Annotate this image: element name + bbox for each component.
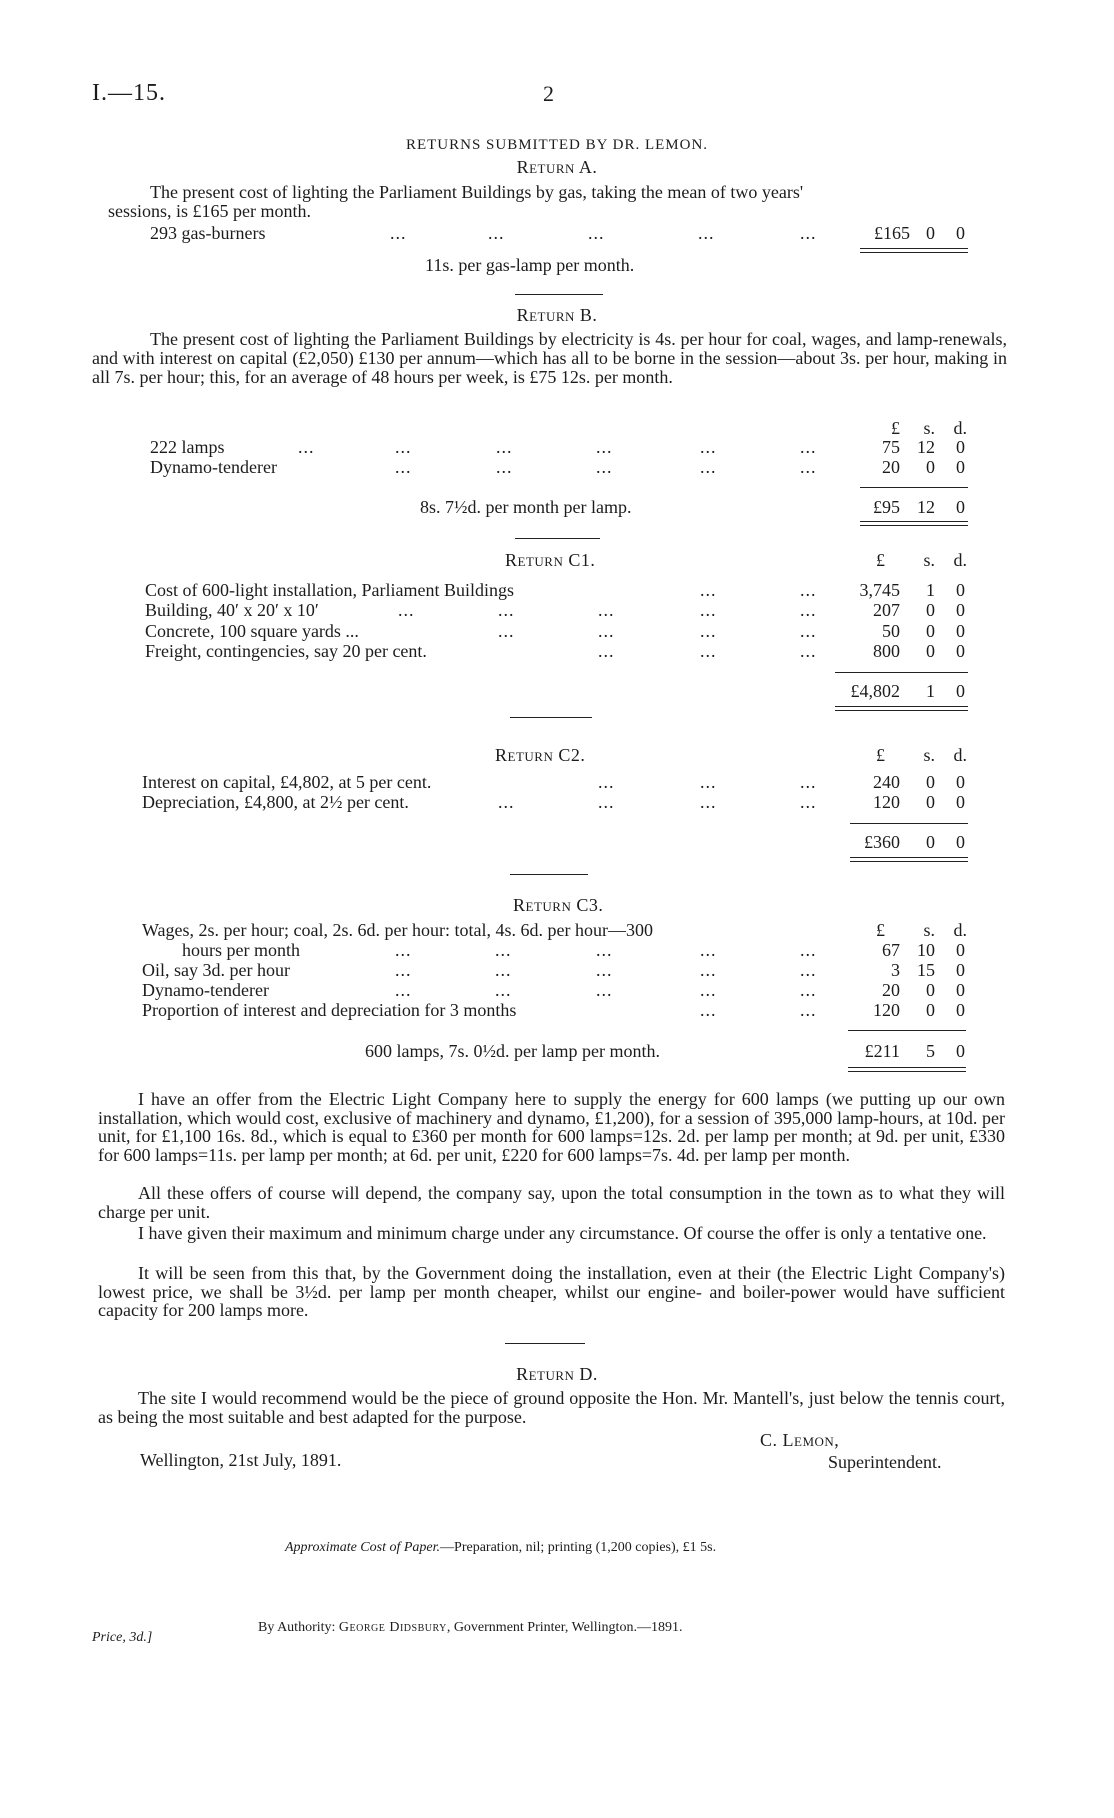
leader-dots: ... bbox=[596, 980, 613, 1000]
pence-heading: d. bbox=[953, 418, 967, 438]
body-paragraph-2: All these offers of course will depend, the company say, upon the total consumption in the town as to what they will charge per unit. bbox=[98, 1183, 1005, 1222]
amount-pence: 0 bbox=[956, 457, 965, 477]
total-pence: 0 bbox=[956, 832, 965, 852]
total-pence: 0 bbox=[956, 497, 965, 517]
leader-dots: ... bbox=[395, 980, 412, 1000]
leader-dots: ... bbox=[700, 940, 717, 960]
shillings-heading: s. bbox=[923, 418, 935, 438]
amount-shillings: 0 bbox=[926, 980, 935, 1000]
pounds-heading: £ bbox=[876, 920, 885, 940]
total-shillings: 5 bbox=[926, 1041, 935, 1061]
amount-pounds: 3,745 bbox=[859, 580, 900, 600]
amount-shillings: 0 bbox=[926, 621, 935, 641]
amount-pounds: 240 bbox=[873, 772, 900, 792]
amount-pence: 0 bbox=[956, 641, 965, 661]
leader-dots: ... bbox=[700, 772, 717, 792]
amount-pence: 0 bbox=[956, 621, 965, 641]
amount-pence: 0 bbox=[956, 772, 965, 792]
amount-pounds: 800 bbox=[873, 641, 900, 661]
return-c3-heading: Return C3. bbox=[513, 895, 604, 915]
amount-pounds: 50 bbox=[882, 621, 900, 641]
amount-pounds: 120 bbox=[873, 792, 900, 812]
total-pounds: £4,802 bbox=[850, 681, 900, 701]
leader-dots: ... bbox=[700, 1000, 717, 1020]
subtotal-rule bbox=[850, 823, 968, 824]
return-c2-heading-row bbox=[0, 745, 1114, 767]
amount-shillings: 0 bbox=[926, 223, 935, 243]
row-label: Depreciation, £4,800, at 2½ per cent. bbox=[142, 792, 409, 812]
total-pounds: £360 bbox=[864, 832, 900, 852]
return-a-note: 11s. per gas-lamp per month. bbox=[425, 255, 635, 275]
leader-dots: ... bbox=[800, 772, 817, 792]
return-c2-row bbox=[0, 792, 1114, 814]
leader-dots: ... bbox=[598, 772, 615, 792]
leader-dots: ... bbox=[496, 457, 513, 477]
leader-dots: ... bbox=[800, 457, 817, 477]
leader-dots: ... bbox=[298, 437, 315, 457]
item-label: 293 gas-burners bbox=[150, 223, 266, 243]
return-b-note: 8s. 7½d. per month per lamp. bbox=[420, 497, 632, 517]
subtotal-rule bbox=[835, 672, 968, 673]
return-c1-heading: Return C1. bbox=[505, 550, 596, 570]
place-and-date: Wellington, 21st July, 1891. bbox=[140, 1450, 342, 1470]
total-double-rule bbox=[860, 248, 968, 253]
leader-dots: ... bbox=[395, 437, 412, 457]
row-label: Proportion of interest and depreciation for 3 months bbox=[142, 1000, 517, 1020]
leader-dots: ... bbox=[800, 940, 817, 960]
pence-heading: d. bbox=[953, 550, 967, 570]
return-c3-row bbox=[0, 1000, 1114, 1022]
pounds-heading: £ bbox=[891, 418, 900, 438]
leader-dots: ... bbox=[596, 437, 613, 457]
row-label: Wages, 2s. per hour; coal, 2s. 6d. per hour: total, 4s. 6d. per hour—300 bbox=[142, 920, 653, 940]
cost-of-paper-text: —Preparation, nil; printing (1,200 copies), £1 5s. bbox=[440, 1540, 717, 1555]
row-label: Concrete, 100 square yards ... bbox=[145, 621, 359, 641]
subtotal-rule bbox=[848, 1030, 966, 1031]
leader-dots: ... bbox=[598, 641, 615, 661]
amount-pounds: 75 bbox=[882, 437, 900, 457]
return-c1-row bbox=[0, 621, 1114, 643]
leader-dots: ... bbox=[800, 437, 817, 457]
leader-dots: ... bbox=[398, 600, 415, 620]
total-pence: 0 bbox=[956, 1041, 965, 1061]
total-shillings: 1 bbox=[926, 681, 935, 701]
total-shillings: 0 bbox=[926, 832, 935, 852]
leader-dots: ... bbox=[700, 980, 717, 1000]
leader-dots: ... bbox=[800, 600, 817, 620]
leader-dots: ... bbox=[498, 792, 515, 812]
leader-dots: ... bbox=[800, 1000, 817, 1020]
amount-pence: 0 bbox=[956, 980, 965, 1000]
leader-dots: ... bbox=[495, 940, 512, 960]
leader-dots: ... bbox=[598, 792, 615, 812]
body-paragraph-3: I have given their maximum and minimum charge under any circumstance. Of course the offer is only a tentative one. bbox=[138, 1223, 987, 1243]
total-pence: 0 bbox=[956, 681, 965, 701]
pence-heading: d. bbox=[953, 920, 967, 940]
leader-dots: ... bbox=[488, 223, 505, 243]
leader-dots: ... bbox=[496, 437, 513, 457]
cost-of-paper-note bbox=[285, 1540, 716, 1556]
section-divider bbox=[510, 874, 588, 875]
return-c2-heading: Return C2. bbox=[495, 745, 586, 765]
row-label: 222 lamps bbox=[150, 437, 225, 457]
section-divider bbox=[510, 717, 592, 718]
amount-pence: 0 bbox=[956, 223, 965, 243]
total-double-rule bbox=[848, 1067, 966, 1072]
shillings-heading: s. bbox=[923, 550, 935, 570]
return-a-para-line2: sessions, is £165 per month. bbox=[108, 201, 312, 221]
return-c1-row bbox=[0, 641, 1114, 663]
leader-dots: ... bbox=[495, 980, 512, 1000]
leader-dots: ... bbox=[588, 223, 605, 243]
return-b-heading: Return B. bbox=[516, 305, 598, 325]
pounds-heading: £ bbox=[876, 550, 885, 570]
total-shillings: 12 bbox=[917, 497, 935, 517]
return-a-heading: Return A. bbox=[516, 157, 598, 177]
total-double-rule bbox=[860, 521, 968, 526]
return-a-para-line1: The present cost of lighting the Parliament Buildings by gas, taking the mean of two years' bbox=[150, 182, 804, 202]
leader-dots: ... bbox=[700, 621, 717, 641]
total-double-rule bbox=[835, 706, 968, 711]
amount-shillings: 15 bbox=[917, 960, 935, 980]
leader-dots: ... bbox=[800, 223, 817, 243]
amount-shillings: 0 bbox=[926, 772, 935, 792]
return-c2-total-line bbox=[0, 832, 1114, 854]
amount-pounds: £165 bbox=[874, 223, 910, 243]
leader-dots: ... bbox=[598, 600, 615, 620]
amount-shillings: 0 bbox=[926, 1000, 935, 1020]
pounds-heading: £ bbox=[876, 745, 885, 765]
return-c3-total-line bbox=[0, 1041, 1114, 1063]
leader-dots: ... bbox=[800, 621, 817, 641]
leader-dots: ... bbox=[395, 940, 412, 960]
leader-dots: ... bbox=[390, 223, 407, 243]
authority-suffix: , Government Printer, Wellington.—1891. bbox=[446, 1620, 683, 1635]
amount-pence: 0 bbox=[956, 792, 965, 812]
signatory-title: Superintendent. bbox=[828, 1452, 942, 1472]
amount-pence: 0 bbox=[956, 437, 965, 457]
signatory-name: C. Lemon, bbox=[760, 1430, 840, 1450]
return-b-row bbox=[0, 457, 1114, 479]
amount-shillings: 0 bbox=[926, 792, 935, 812]
amount-pounds: 67 bbox=[882, 940, 900, 960]
section-divider bbox=[515, 538, 600, 539]
leader-dots: ... bbox=[700, 437, 717, 457]
shillings-heading: s. bbox=[923, 745, 935, 765]
shillings-heading: s. bbox=[923, 920, 935, 940]
leader-dots: ... bbox=[596, 960, 613, 980]
return-b-total-line bbox=[0, 497, 1114, 519]
leader-dots: ... bbox=[700, 792, 717, 812]
row-label: Dynamo-tenderer bbox=[142, 980, 269, 1000]
price-note: Price, 3d.] bbox=[92, 1630, 153, 1645]
subtotal-rule bbox=[860, 487, 968, 488]
leader-dots: ... bbox=[800, 641, 817, 661]
amount-shillings: 12 bbox=[917, 437, 935, 457]
amount-pounds: 120 bbox=[873, 1000, 900, 1020]
leader-dots: ... bbox=[498, 600, 515, 620]
leader-dots: ... bbox=[700, 600, 717, 620]
page-number: 2 bbox=[543, 81, 554, 106]
body-paragraph-4: It will be seen from this that, by the Government doing the installation, even at their (the Electric Light Company's) lowest price, we shall be 3½d. per lamp per month cheaper, whilst our engine- and boiler-power would have sufficient capacity for 200 lamps more. bbox=[98, 1263, 1005, 1320]
return-c1-total-line bbox=[0, 681, 1114, 703]
return-c1-heading-row bbox=[0, 550, 1114, 572]
leader-dots: ... bbox=[700, 641, 717, 661]
return-c3-note: 600 lamps, 7s. 0½d. per lamp per month. bbox=[365, 1041, 660, 1061]
leader-dots: ... bbox=[598, 621, 615, 641]
printer-name: George Didsbury bbox=[338, 1620, 447, 1635]
total-pounds: £211 bbox=[864, 1041, 900, 1061]
row-label: Dynamo-tenderer bbox=[150, 457, 277, 477]
return-a-item bbox=[0, 223, 1114, 245]
amount-shillings: 1 bbox=[926, 580, 935, 600]
row-label: Oil, say 3d. per hour bbox=[142, 960, 290, 980]
amount-pence: 0 bbox=[956, 960, 965, 980]
amount-pence: 0 bbox=[956, 600, 965, 620]
authority-prefix: By Authority: bbox=[258, 1620, 336, 1635]
leader-dots: ... bbox=[498, 621, 515, 641]
leader-dots: ... bbox=[700, 960, 717, 980]
return-c3-row bbox=[0, 960, 1114, 982]
return-c3-row bbox=[0, 940, 1114, 962]
amount-pounds: 20 bbox=[882, 980, 900, 1000]
leader-dots: ... bbox=[800, 580, 817, 600]
return-d-heading: Return D. bbox=[516, 1364, 598, 1384]
row-label-continuation: hours per month bbox=[182, 940, 300, 960]
pence-heading: d. bbox=[953, 745, 967, 765]
return-c1-row bbox=[0, 580, 1114, 602]
return-c1-row bbox=[0, 600, 1114, 622]
total-double-rule bbox=[850, 857, 968, 862]
amount-pounds: 207 bbox=[873, 600, 900, 620]
leader-dots: ... bbox=[800, 960, 817, 980]
leader-dots: ... bbox=[596, 940, 613, 960]
leader-dots: ... bbox=[395, 960, 412, 980]
leader-dots: ... bbox=[700, 457, 717, 477]
leader-dots: ... bbox=[698, 223, 715, 243]
return-b-row bbox=[0, 437, 1114, 459]
row-label: Interest on capital, £4,802, at 5 per cent. bbox=[142, 772, 432, 792]
amount-shillings: 0 bbox=[926, 641, 935, 661]
amount-shillings: 0 bbox=[926, 457, 935, 477]
section-divider bbox=[505, 1343, 585, 1344]
amount-shillings: 0 bbox=[926, 600, 935, 620]
amount-shillings: 10 bbox=[917, 940, 935, 960]
amount-pence: 0 bbox=[956, 1000, 965, 1020]
cost-of-paper-label: Approximate Cost of Paper. bbox=[285, 1540, 441, 1555]
row-label: Building, 40′ x 20′ x 10′ bbox=[145, 600, 319, 620]
leader-dots: ... bbox=[700, 580, 717, 600]
leader-dots: ... bbox=[800, 980, 817, 1000]
section-divider bbox=[515, 294, 603, 295]
return-c2-row bbox=[0, 772, 1114, 794]
paper-reference: I.—15. bbox=[92, 80, 166, 106]
amount-pence: 0 bbox=[956, 580, 965, 600]
row-label: Cost of 600-light installation, Parliament Buildings bbox=[145, 580, 514, 600]
return-d-paragraph: The site I would recommend would be the piece of ground opposite the Hon. Mr. Mantell's, just below the tennis court, as being the most suitable and best adapted for the purpose. bbox=[98, 1388, 1005, 1427]
return-b-paragraph: The present cost of lighting the Parliament Buildings by electricity is 4s. per hour for coal, wages, and lamp-renewals, and with interest on capital (£2,050) £130 per annum—which has all to be borne in the session—about 3s. per hour, making in all 7s. per hour; this, for an average of 48 hours per week, is £75 12s. per month. bbox=[92, 329, 1007, 387]
return-c3-row bbox=[0, 980, 1114, 1002]
leader-dots: ... bbox=[495, 960, 512, 980]
leader-dots: ... bbox=[800, 792, 817, 812]
leader-dots: ... bbox=[395, 457, 412, 477]
leader-dots: ... bbox=[596, 457, 613, 477]
body-paragraph-1: I have an offer from the Electric Light Company here to supply the energy for 600 lamps (we putting up our own installation, which would cost, exclusive of machinery and dynamo, £1,200), for a session of 395,000 lamp-hours, at 10d. per unit, for £1,100 16s. 8d., which is equal to £360 per month for 600 lamps=12s. 2d. per lamp per month; at 9d. per unit, £330 for 600 lamps=11s. per lamp per month; at 6d. per unit, £220 for 600 lamps=7s. 4d. per lamp per month. bbox=[98, 1089, 1005, 1165]
amount-pence: 0 bbox=[956, 940, 965, 960]
printer-imprint bbox=[258, 1620, 682, 1636]
amount-pounds: 20 bbox=[882, 457, 900, 477]
amount-pounds: 3 bbox=[891, 960, 900, 980]
return-c3-row bbox=[0, 920, 1114, 942]
document-title: RETURNS SUBMITTED BY DR. LEMON. bbox=[405, 137, 709, 153]
total-pounds: £95 bbox=[873, 497, 900, 517]
row-label: Freight, contingencies, say 20 per cent. bbox=[145, 641, 427, 661]
